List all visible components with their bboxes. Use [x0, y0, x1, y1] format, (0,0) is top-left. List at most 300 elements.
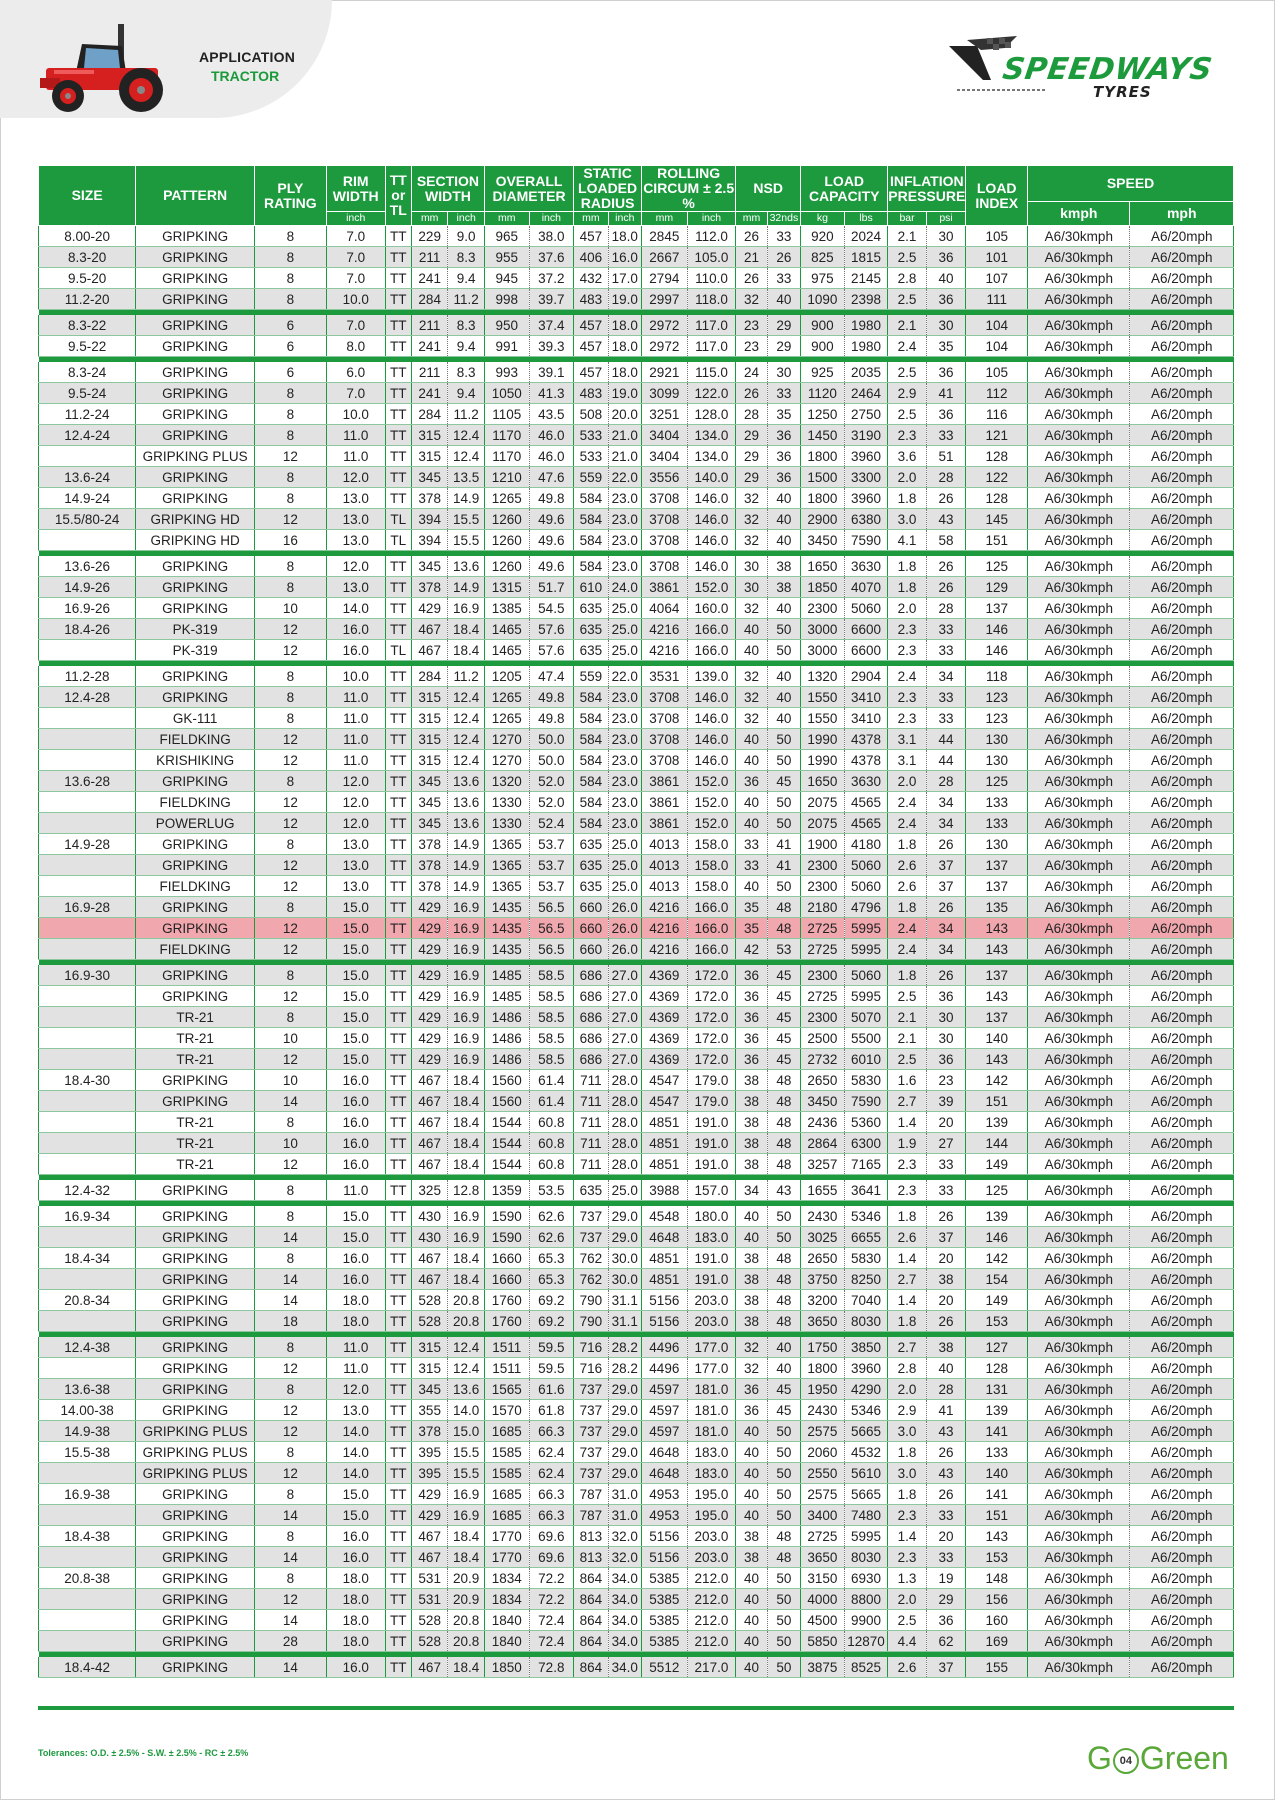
cell-tt: TL [385, 509, 411, 530]
cell-load-lbs: 6930 [844, 1568, 888, 1589]
cell-rolling-inch: 217.0 [687, 1657, 736, 1678]
cell-static-mm: 686 [574, 1049, 608, 1070]
cell-tt: TT [385, 1358, 411, 1379]
cell-static-mm: 864 [574, 1589, 608, 1610]
cell-rolling-mm: 4597 [642, 1400, 688, 1421]
cell-section-mm: 528 [411, 1311, 447, 1332]
cell-pattern: PK-319 [136, 619, 255, 640]
cell-speed-mph: A6/20mph [1130, 1631, 1234, 1652]
cell-overall-mm: 1685 [484, 1484, 529, 1505]
cell-load-index: 139 [966, 1112, 1028, 1133]
cell-ply: 12 [254, 446, 326, 467]
table-row [39, 1337, 1234, 1358]
cell-static-mm: 686 [574, 1028, 608, 1049]
cell-tt: TT [385, 1133, 411, 1154]
cell-static-inch: 23.0 [608, 771, 641, 792]
cell-nsd-mm: 36 [736, 986, 767, 1007]
cell-rolling-mm: 4216 [642, 619, 688, 640]
cell-pattern: GRIPKING [136, 1337, 255, 1358]
cell-nsd-mm: 23 [736, 336, 767, 357]
cell-static-mm: 660 [574, 939, 608, 960]
cell-nsd-mm: 40 [736, 640, 767, 661]
cell-ply: 8 [254, 1007, 326, 1028]
cell-pressure-psi: 44 [926, 750, 966, 771]
cell-load-index: 141 [966, 1484, 1028, 1505]
cell-load-kg: 2550 [801, 1463, 845, 1484]
cell-overall-mm: 1485 [484, 986, 529, 1007]
cell-load-index: 160 [966, 1610, 1028, 1631]
cell-size [39, 1311, 136, 1332]
cell-static-mm: 559 [574, 467, 608, 488]
cell-size: 16.9-38 [39, 1484, 136, 1505]
cell-static-mm: 483 [574, 383, 608, 404]
cell-size: 14.9-28 [39, 834, 136, 855]
cell-static-mm: 508 [574, 404, 608, 425]
cell-pattern: GRIPKING [136, 1091, 255, 1112]
cell-nsd-mm: 40 [736, 1505, 767, 1526]
cell-pattern: TR-21 [136, 1049, 255, 1070]
cell-ply: 16 [254, 530, 326, 551]
table-row [39, 1526, 1234, 1547]
table-row [39, 834, 1234, 855]
cell-tt: TT [385, 1463, 411, 1484]
cell-pressure-psi: 36 [926, 1610, 966, 1631]
cell-load-index: 129 [966, 577, 1028, 598]
cell-section-inch: 16.9 [448, 965, 484, 986]
cell-section-mm: 467 [411, 1091, 447, 1112]
cell-nsd-32nds: 36 [767, 467, 800, 488]
cell-section-mm: 430 [411, 1206, 447, 1227]
cell-nsd-32nds: 48 [767, 918, 800, 939]
cell-pressure-psi: 58 [926, 530, 966, 551]
cell-rim: 15.0 [326, 965, 385, 986]
cell-speed-kmph: A6/30kmph [1028, 666, 1130, 687]
cell-pressure-psi: 34 [926, 813, 966, 834]
cell-pressure-psi: 35 [926, 336, 966, 357]
cell-section-inch: 18.4 [448, 1091, 484, 1112]
cell-rolling-mm: 5156 [642, 1526, 688, 1547]
cell-overall-mm: 1850 [484, 1657, 529, 1678]
cell-load-index: 141 [966, 1421, 1028, 1442]
cell-pattern: GRIPKING [136, 247, 255, 268]
cell-nsd-mm: 38 [736, 1269, 767, 1290]
cell-load-index: 104 [966, 315, 1028, 336]
cell-static-inch: 23.0 [608, 556, 641, 577]
cell-static-inch: 26.0 [608, 918, 641, 939]
cell-nsd-mm: 36 [736, 1049, 767, 1070]
unit-static-inch: inch [608, 212, 641, 226]
cell-section-inch: 18.4 [448, 1526, 484, 1547]
application-value: TRACTOR [211, 68, 280, 84]
cell-static-inch: 23.0 [608, 530, 641, 551]
cell-rolling-inch: 177.0 [687, 1358, 736, 1379]
cell-static-mm: 635 [574, 876, 608, 897]
cell-pressure-bar: 2.6 [888, 1227, 927, 1248]
cell-load-index: 133 [966, 1442, 1028, 1463]
cell-pressure-psi: 38 [926, 1269, 966, 1290]
cell-rim: 16.0 [326, 1070, 385, 1091]
cell-static-inch: 25.0 [608, 598, 641, 619]
table-row [39, 1049, 1234, 1070]
cell-load-index: 123 [966, 687, 1028, 708]
cell-pressure-bar: 4.4 [888, 1631, 927, 1652]
cell-load-lbs: 3850 [844, 1337, 888, 1358]
cell-rolling-inch: 180.0 [687, 1206, 736, 1227]
cell-tt: TT [385, 897, 411, 918]
cell-ply: 6 [254, 315, 326, 336]
cell-speed-mph: A6/20mph [1130, 939, 1234, 960]
cell-nsd-32nds: 48 [767, 1154, 800, 1175]
cell-nsd-32nds: 43 [767, 1180, 800, 1201]
cell-tt: TT [385, 336, 411, 357]
cell-rolling-mm: 4216 [642, 897, 688, 918]
cell-speed-mph: A6/20mph [1130, 446, 1234, 467]
cell-static-mm: 737 [574, 1442, 608, 1463]
cell-load-kg: 1800 [801, 488, 845, 509]
cell-size: 8.3-20 [39, 247, 136, 268]
table-row [39, 1091, 1234, 1112]
cell-rolling-mm: 4597 [642, 1421, 688, 1442]
cell-size: 12.4-28 [39, 687, 136, 708]
cell-pressure-psi: 28 [926, 467, 966, 488]
cell-tt: TT [385, 792, 411, 813]
cell-load-lbs: 5995 [844, 939, 888, 960]
cell-static-mm: 660 [574, 897, 608, 918]
cell-rolling-inch: 191.0 [687, 1269, 736, 1290]
cell-load-lbs: 4378 [844, 729, 888, 750]
cell-rolling-inch: 212.0 [687, 1631, 736, 1652]
cell-rolling-inch: 146.0 [687, 729, 736, 750]
cell-section-mm: 531 [411, 1589, 447, 1610]
cell-pressure-bar: 1.9 [888, 1133, 927, 1154]
cell-size [39, 813, 136, 834]
cell-ply: 10 [254, 1070, 326, 1091]
cell-rim: 13.0 [326, 1400, 385, 1421]
cell-pressure-psi: 33 [926, 1505, 966, 1526]
cell-pressure-bar: 1.8 [888, 965, 927, 986]
cell-section-inch: 18.4 [448, 619, 484, 640]
cell-speed-mph: A6/20mph [1130, 1269, 1234, 1290]
cell-rolling-mm: 4216 [642, 640, 688, 661]
cell-load-index: 104 [966, 336, 1028, 357]
cell-section-mm: 241 [411, 268, 447, 289]
cell-nsd-mm: 32 [736, 598, 767, 619]
cell-rim: 18.0 [326, 1631, 385, 1652]
cell-load-index: 146 [966, 1227, 1028, 1248]
cell-load-index: 143 [966, 939, 1028, 960]
cell-speed-kmph: A6/30kmph [1028, 986, 1130, 1007]
cell-section-inch: 18.4 [448, 640, 484, 661]
cell-pattern: POWERLUG [136, 813, 255, 834]
cell-section-inch: 12.8 [448, 1180, 484, 1201]
cell-load-lbs: 6380 [844, 509, 888, 530]
unit-nsd-mm: mm [736, 212, 767, 226]
cell-speed-mph: A6/20mph [1130, 1154, 1234, 1175]
cell-static-inch: 23.0 [608, 488, 641, 509]
cell-pressure-psi: 39 [926, 1091, 966, 1112]
cell-static-mm: 686 [574, 1007, 608, 1028]
cell-speed-mph: A6/20mph [1130, 965, 1234, 986]
cell-load-lbs: 5060 [844, 598, 888, 619]
cell-section-inch: 15.0 [448, 1421, 484, 1442]
cell-nsd-mm: 40 [736, 1227, 767, 1248]
cell-load-lbs: 5060 [844, 965, 888, 986]
cell-section-inch: 11.2 [448, 666, 484, 687]
cell-static-inch: 31.0 [608, 1484, 641, 1505]
cell-ply: 10 [254, 598, 326, 619]
cell-speed-mph: A6/20mph [1130, 336, 1234, 357]
cell-section-inch: 8.3 [448, 247, 484, 268]
cell-ply: 8 [254, 1206, 326, 1227]
cell-pressure-bar: 3.0 [888, 509, 927, 530]
cell-pressure-bar: 1.8 [888, 556, 927, 577]
cell-speed-mph: A6/20mph [1130, 640, 1234, 661]
cell-load-index: 107 [966, 268, 1028, 289]
cell-pressure-psi: 20 [926, 1248, 966, 1269]
cell-pressure-bar: 1.8 [888, 577, 927, 598]
cell-load-lbs: 8250 [844, 1269, 888, 1290]
unit-static-mm: mm [574, 212, 608, 226]
cell-pressure-bar: 2.5 [888, 986, 927, 1007]
table-row [39, 1442, 1234, 1463]
cell-static-inch: 31.1 [608, 1290, 641, 1311]
cell-static-inch: 30.0 [608, 1269, 641, 1290]
cell-pressure-psi: 36 [926, 362, 966, 383]
cell-pressure-psi: 36 [926, 289, 966, 310]
cell-load-kg: 2180 [801, 897, 845, 918]
cell-rolling-inch: 212.0 [687, 1610, 736, 1631]
cell-speed-mph: A6/20mph [1130, 986, 1234, 1007]
cell-nsd-mm: 28 [736, 404, 767, 425]
table-row [39, 1154, 1234, 1175]
table-row [39, 1657, 1234, 1678]
cell-section-inch: 11.2 [448, 404, 484, 425]
cell-size [39, 876, 136, 897]
cell-load-lbs: 6655 [844, 1227, 888, 1248]
cell-overall-mm: 991 [484, 336, 529, 357]
cell-tt: TT [385, 619, 411, 640]
cell-speed-kmph: A6/30kmph [1028, 577, 1130, 598]
cell-static-inch: 25.0 [608, 619, 641, 640]
cell-section-mm: 394 [411, 530, 447, 551]
cell-speed-kmph: A6/30kmph [1028, 530, 1130, 551]
table-row [39, 509, 1234, 530]
cell-load-index: 121 [966, 425, 1028, 446]
col-inflation: INFLATION PRESSURE [888, 166, 966, 212]
cell-nsd-32nds: 50 [767, 876, 800, 897]
cell-static-inch: 25.0 [608, 640, 641, 661]
cell-rolling-inch: 117.0 [687, 336, 736, 357]
table-row [39, 939, 1234, 960]
cell-tt: TT [385, 425, 411, 446]
cell-load-index: 143 [966, 1049, 1028, 1070]
cell-static-mm: 533 [574, 446, 608, 467]
cell-static-mm: 584 [574, 750, 608, 771]
cell-nsd-mm: 30 [736, 577, 767, 598]
cell-overall-inch: 49.8 [529, 708, 574, 729]
cell-section-inch: 16.9 [448, 918, 484, 939]
cell-load-lbs: 5360 [844, 1112, 888, 1133]
cell-speed-kmph: A6/30kmph [1028, 488, 1130, 509]
cell-pattern: GRIPKING [136, 1547, 255, 1568]
cell-ply: 8 [254, 1484, 326, 1505]
cell-ply: 12 [254, 509, 326, 530]
cell-load-kg: 1250 [801, 404, 845, 425]
cell-rolling-mm: 4648 [642, 1463, 688, 1484]
cell-section-inch: 13.6 [448, 1379, 484, 1400]
cell-speed-mph: A6/20mph [1130, 619, 1234, 640]
cell-nsd-mm: 33 [736, 834, 767, 855]
cell-overall-mm: 1585 [484, 1442, 529, 1463]
cell-pressure-psi: 33 [926, 687, 966, 708]
cell-load-lbs: 3960 [844, 446, 888, 467]
cell-size: 9.5-20 [39, 268, 136, 289]
cell-static-mm: 584 [574, 771, 608, 792]
cell-ply: 10 [254, 1133, 326, 1154]
cell-load-index: 128 [966, 488, 1028, 509]
cell-load-kg: 2725 [801, 1526, 845, 1547]
cell-size [39, 1091, 136, 1112]
cell-rim: 16.0 [326, 1112, 385, 1133]
cell-rolling-inch: 117.0 [687, 315, 736, 336]
cell-static-inch: 29.0 [608, 1463, 641, 1484]
cell-rolling-inch: 146.0 [687, 556, 736, 577]
col-mph: mph [1130, 202, 1234, 226]
cell-nsd-32nds: 50 [767, 1484, 800, 1505]
cell-rim: 11.0 [326, 425, 385, 446]
cell-rim: 16.0 [326, 640, 385, 661]
cell-nsd-32nds: 50 [767, 640, 800, 661]
cell-pressure-bar: 1.8 [888, 1484, 927, 1505]
cell-speed-mph: A6/20mph [1130, 771, 1234, 792]
cell-rolling-mm: 3404 [642, 446, 688, 467]
cell-pattern: GRIPKING [136, 1589, 255, 1610]
cell-pattern: GRIPKING [136, 1248, 255, 1269]
cell-nsd-mm: 36 [736, 1028, 767, 1049]
cell-overall-mm: 998 [484, 289, 529, 310]
cell-speed-mph: A6/20mph [1130, 1505, 1234, 1526]
cell-tt: TT [385, 226, 411, 247]
cell-size: 20.8-38 [39, 1568, 136, 1589]
cell-load-index: 128 [966, 1358, 1028, 1379]
cell-static-inch: 27.0 [608, 1028, 641, 1049]
cell-pressure-psi: 30 [926, 1028, 966, 1049]
cell-rolling-inch: 191.0 [687, 1154, 736, 1175]
table-row [39, 1180, 1234, 1201]
cell-load-kg: 2725 [801, 986, 845, 1007]
cell-tt: TT [385, 556, 411, 577]
cell-rim: 16.0 [326, 1526, 385, 1547]
cell-pressure-psi: 26 [926, 965, 966, 986]
cell-pattern: GRIPKING [136, 1227, 255, 1248]
cell-rim: 15.0 [326, 918, 385, 939]
cell-pattern: GRIPKING [136, 425, 255, 446]
cell-rolling-inch: 112.0 [687, 226, 736, 247]
cell-rolling-mm: 5385 [642, 1589, 688, 1610]
cell-load-kg: 2060 [801, 1442, 845, 1463]
table-row [39, 1269, 1234, 1290]
cell-pressure-psi: 51 [926, 446, 966, 467]
cell-nsd-32nds: 41 [767, 834, 800, 855]
cell-rim: 16.0 [326, 1547, 385, 1568]
cell-speed-mph: A6/20mph [1130, 1568, 1234, 1589]
cell-static-inch: 23.0 [608, 729, 641, 750]
cell-overall-mm: 993 [484, 362, 529, 383]
cell-tt: TT [385, 488, 411, 509]
cell-nsd-mm: 40 [736, 729, 767, 750]
cell-load-lbs: 4290 [844, 1379, 888, 1400]
table-row [39, 1227, 1234, 1248]
cell-nsd-mm: 26 [736, 268, 767, 289]
table-row [39, 1206, 1234, 1227]
cell-tt: TT [385, 1227, 411, 1248]
cell-nsd-32nds: 50 [767, 619, 800, 640]
cell-nsd-mm: 23 [736, 315, 767, 336]
cell-ply: 12 [254, 792, 326, 813]
cell-section-mm: 345 [411, 1379, 447, 1400]
cell-speed-kmph: A6/30kmph [1028, 1248, 1130, 1269]
cell-static-mm: 584 [574, 488, 608, 509]
cell-nsd-32nds: 50 [767, 1589, 800, 1610]
cell-overall-inch: 72.2 [529, 1568, 574, 1589]
cell-overall-inch: 46.0 [529, 425, 574, 446]
cell-overall-mm: 1435 [484, 939, 529, 960]
cell-rolling-mm: 4851 [642, 1154, 688, 1175]
cell-overall-inch: 69.6 [529, 1547, 574, 1568]
cell-load-kg: 3000 [801, 640, 845, 661]
table-row [39, 918, 1234, 939]
cell-rolling-mm: 4216 [642, 939, 688, 960]
cell-rim: 15.0 [326, 1505, 385, 1526]
cell-pattern: GRIPKING PLUS [136, 446, 255, 467]
cell-section-inch: 8.3 [448, 362, 484, 383]
cell-static-inch: 34.0 [608, 1631, 641, 1652]
cell-pressure-psi: 34 [926, 918, 966, 939]
table-row [39, 813, 1234, 834]
cell-ply: 8 [254, 556, 326, 577]
cell-rolling-mm: 3861 [642, 813, 688, 834]
table-row [39, 1547, 1234, 1568]
cell-rolling-mm: 4216 [642, 918, 688, 939]
cell-static-inch: 34.0 [608, 1589, 641, 1610]
cell-rolling-mm: 3404 [642, 425, 688, 446]
cell-pressure-bar: 1.3 [888, 1568, 927, 1589]
cell-speed-mph: A6/20mph [1130, 687, 1234, 708]
cell-rolling-mm: 4648 [642, 1442, 688, 1463]
cell-section-mm: 315 [411, 446, 447, 467]
cell-tt: TT [385, 855, 411, 876]
cell-nsd-32nds: 48 [767, 1547, 800, 1568]
cell-size: 8.3-24 [39, 362, 136, 383]
cell-overall-mm: 1210 [484, 467, 529, 488]
cell-size: 20.8-34 [39, 1290, 136, 1311]
cell-load-kg: 1500 [801, 467, 845, 488]
cell-nsd-32nds: 40 [767, 1337, 800, 1358]
cell-pressure-psi: 43 [926, 1421, 966, 1442]
cell-ply: 12 [254, 918, 326, 939]
cell-speed-kmph: A6/30kmph [1028, 1112, 1130, 1133]
cell-rim: 18.0 [326, 1311, 385, 1332]
cell-pressure-psi: 28 [926, 598, 966, 619]
cell-overall-inch: 54.5 [529, 598, 574, 619]
cell-rolling-mm: 4547 [642, 1091, 688, 1112]
cell-rim: 12.0 [326, 792, 385, 813]
cell-tt: TL [385, 530, 411, 551]
cell-rim: 14.0 [326, 1442, 385, 1463]
cell-static-mm: 635 [574, 855, 608, 876]
cell-static-inch: 28.0 [608, 1133, 641, 1154]
cell-pressure-bar: 2.4 [888, 666, 927, 687]
